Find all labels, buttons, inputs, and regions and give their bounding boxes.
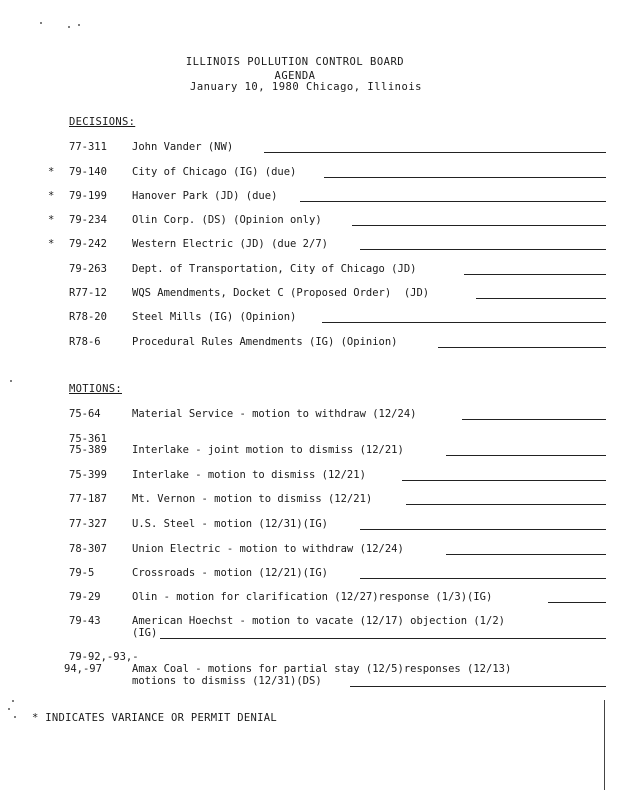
- fill-line: [360, 249, 606, 250]
- docket-number: 75-64: [69, 408, 101, 420]
- fill-line: [264, 152, 606, 153]
- docket-number: 77-327: [69, 518, 107, 530]
- motion-description: Olin - motion for clarification (12/27)response (1/3)(IG): [132, 591, 493, 603]
- scan-speck: [10, 380, 12, 382]
- motion-row: [0, 615, 618, 643]
- scan-speck: [8, 708, 10, 710]
- fill-line: [350, 686, 606, 687]
- decision-description: John Vander (NW): [132, 141, 234, 153]
- docket-number: 79-140: [69, 166, 107, 178]
- decision-description: Hanover Park (JD) (due): [132, 190, 278, 202]
- docket-number: 75-361: [69, 433, 107, 445]
- decisions-heading: DECISIONS:: [69, 116, 136, 128]
- fill-line: [406, 504, 606, 505]
- variance-asterisk: *: [48, 190, 55, 202]
- margin-line: [604, 700, 605, 790]
- docket-number: R77-12: [69, 287, 107, 299]
- docket-number: 77-311: [69, 141, 107, 153]
- docket-number: 75-399: [69, 469, 107, 481]
- date-location: January 10, 1980 Chicago, Illinois: [190, 81, 422, 93]
- fill-line: [548, 602, 606, 603]
- scan-speck: [78, 24, 80, 26]
- docket-number: 79-29: [69, 591, 101, 603]
- decision-description: City of Chicago (IG) (due): [132, 166, 297, 178]
- motion-row: [0, 408, 618, 422]
- motion-description: Mt. Vernon - motion to dismiss (12/21): [132, 493, 373, 505]
- motion-description: Material Service - motion to withdraw (12/24): [132, 408, 417, 420]
- motion-row: [0, 591, 618, 605]
- docket-number: 79-234: [69, 214, 107, 226]
- scan-speck: [14, 716, 16, 718]
- docket-number: R78-6: [69, 336, 101, 348]
- decision-row: [0, 287, 618, 301]
- docket-number: 79-43: [69, 615, 101, 627]
- variance-asterisk: *: [48, 166, 55, 178]
- scan-speck: [40, 22, 42, 24]
- fill-line: [160, 638, 606, 639]
- decision-description: Olin Corp. (DS) (Opinion only): [132, 214, 322, 226]
- motion-row: [0, 567, 618, 581]
- fill-line: [476, 298, 606, 299]
- motion-description: Crossroads - motion (12/21)(IG): [132, 567, 328, 579]
- motion-description-cont: (IG): [132, 627, 158, 639]
- variance-asterisk: *: [48, 238, 55, 250]
- fill-line: [300, 201, 606, 202]
- motion-row: [0, 543, 618, 557]
- motion-description: Interlake - joint motion to dismiss (12/21): [132, 444, 404, 456]
- decision-description: Western Electric (JD) (due 2/7): [132, 238, 328, 250]
- docket-number-extra: 94,-97: [64, 663, 102, 675]
- motion-row: [0, 493, 618, 507]
- docket-number: R78-20: [69, 311, 107, 323]
- decision-row: [0, 166, 618, 180]
- decision-row: [0, 141, 618, 155]
- motion-description: U.S. Steel - motion (12/31)(IG): [132, 518, 328, 530]
- decision-description: WQS Amendments, Docket C (Proposed Order) (JD): [132, 287, 430, 299]
- fill-line: [360, 529, 606, 530]
- fill-line: [464, 274, 606, 275]
- decision-row: [0, 214, 618, 228]
- motion-row: [0, 518, 618, 532]
- fill-line: [446, 455, 606, 456]
- docket-number-extra: 75-389: [69, 444, 107, 456]
- decision-row: [0, 190, 618, 204]
- decision-row: [0, 263, 618, 277]
- motion-row: [0, 651, 618, 691]
- fill-line: [324, 177, 606, 178]
- fill-line: [402, 480, 606, 481]
- footnote: * INDICATES VARIANCE OR PERMIT DENIAL: [32, 712, 277, 724]
- variance-asterisk: *: [48, 214, 55, 226]
- scan-speck: [68, 26, 70, 28]
- docket-number: 79-5: [69, 567, 95, 579]
- decision-row: [0, 336, 618, 350]
- motions-heading: MOTIONS:: [69, 383, 122, 395]
- decision-description: Dept. of Transportation, City of Chicago (JD): [132, 263, 417, 275]
- motion-description: Interlake - motion to dismiss (12/21): [132, 469, 366, 481]
- fill-line: [438, 347, 606, 348]
- decision-row: [0, 238, 618, 252]
- motion-row: [0, 433, 618, 461]
- board-title: ILLINOIS POLLUTION CONTROL BOARD: [185, 56, 405, 68]
- fill-line: [322, 322, 606, 323]
- fill-line: [462, 419, 606, 420]
- docket-number: 77-187: [69, 493, 107, 505]
- motion-description: American Hoechst - motion to vacate (12/17) objection (1/2): [132, 615, 505, 627]
- agenda-title: AGENDA: [274, 70, 316, 82]
- motion-description: Union Electric - motion to withdraw (12/24): [132, 543, 404, 555]
- docket-number: 78-307: [69, 543, 107, 555]
- decision-row: [0, 311, 618, 325]
- docket-number: 79-242: [69, 238, 107, 250]
- decision-description: Procedural Rules Amendments (IG) (Opinion): [132, 336, 398, 348]
- fill-line: [360, 578, 606, 579]
- motion-description: Amax Coal - motions for partial stay (12/5)responses (12/13): [132, 663, 512, 675]
- motion-row: [0, 469, 618, 483]
- docket-number: 79-263: [69, 263, 107, 275]
- scan-speck: [12, 700, 14, 702]
- docket-number: 79-92,-93,-: [69, 651, 139, 663]
- motion-description-cont: motions to dismiss (12/31)(DS): [132, 675, 322, 687]
- docket-number: 79-199: [69, 190, 107, 202]
- fill-line: [352, 225, 606, 226]
- decision-description: Steel Mills (IG) (Opinion): [132, 311, 297, 323]
- fill-line: [446, 554, 606, 555]
